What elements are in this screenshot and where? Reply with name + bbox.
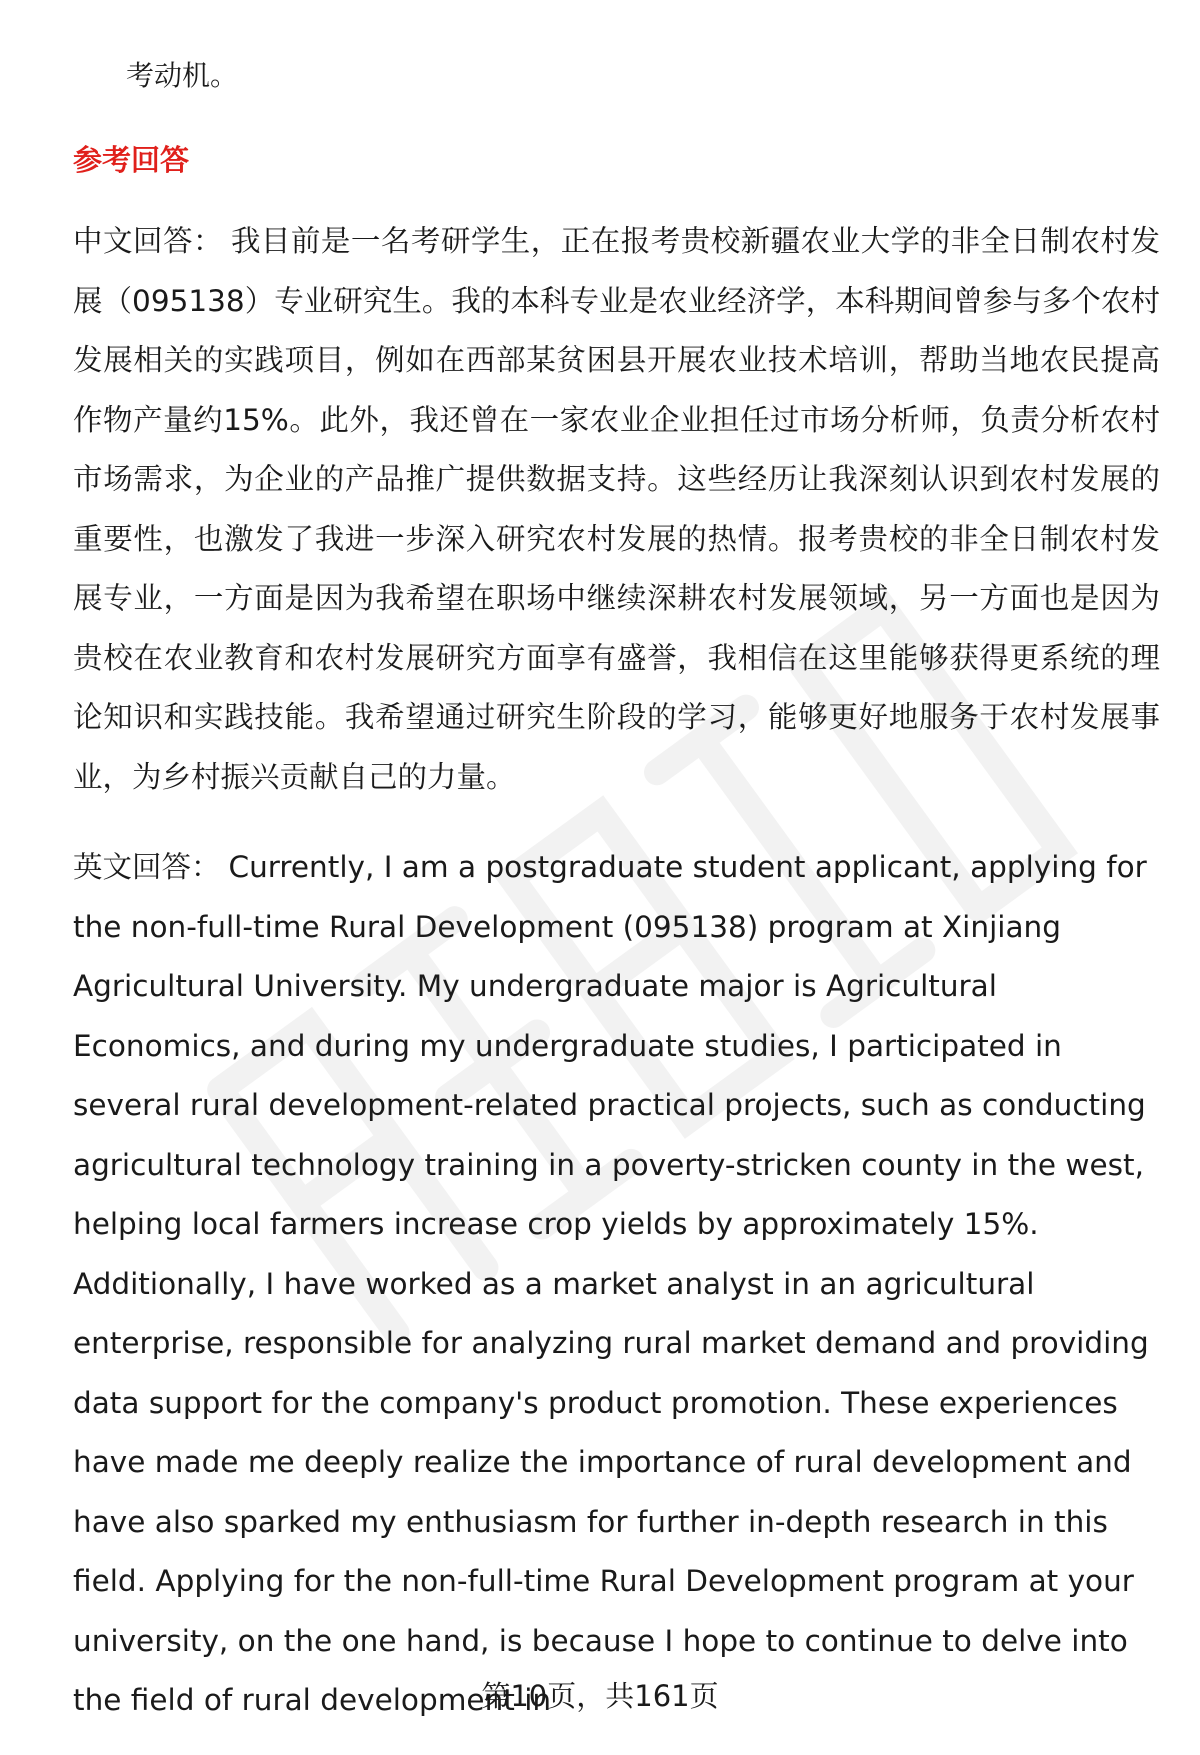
- section-heading: 参考回答: [73, 143, 190, 177]
- english-answer-paragraph: [73, 838, 1160, 1731]
- chinese-answer-label: 中文回答：: [73, 224, 223, 258]
- english-answer-label: 英文回答：: [73, 850, 221, 884]
- chinese-answer-paragraph: [73, 212, 1160, 807]
- previous-page-continuation: 考动机。: [126, 59, 239, 92]
- english-answer-text: Currently, I am a postgraduate student applicant, applying for the non-full-time Rural Development (095138) program at Xinjiang Agricultural University. My undergraduate major is Agricultural Economics, and during my undergraduate studies, I participated in several rural development-related practical projects, such as conducting agricultural technology training in a poverty-stricken county in the west, helping local farmers increase crop yields by approximately 15%. Additionally, I have worked as a market analyst in an agricultural enterprise, responsible for analyzing rural market demand and providing data support for the company's product promotion. These experiences have made me deeply realize the importance of rural development and have also sparked my enthusiasm for further in-depth research in this field. Applying for the non-full-time Rural Development program at your university, on the one hand, is because I hope to continue to delve into the field of rural development in: [73, 850, 1149, 1717]
- page-number-footer: 第10页，共161页: [481, 1679, 719, 1713]
- chinese-answer-text: 我目前是一名考研学生，正在报考贵校新疆农业大学的非全日制农村发展（095138）专业研究生。我的本科专业是农业经济学，本科期间曾参与多个农村发展相关的实践项目，例如在西部某贫困县开展农业技术培训，帮助当地农民提高作物产量约15%。此外，我还曾在一家农业企业担任过市场分析师，负责分析农村市场需求，为企业的产品推广提供数据支持。这些经历让我深刻认识到农村发展的重要性，也激发了我进一步深入研究农村发展的热情。报考贵校的非全日制农村发展专业，一方面是因为我希望在职场中继续深耕农村发展领域，另一方面也是因为贵校在农业教育和农村发展研究方面享有盛誉，我相信在这里能够获得更系统的理论知识和实践技能。我希望通过研究生阶段的学习，能够更好地服务于农村发展事业，为乡村振兴贡献自己的力量。: [73, 224, 1160, 794]
